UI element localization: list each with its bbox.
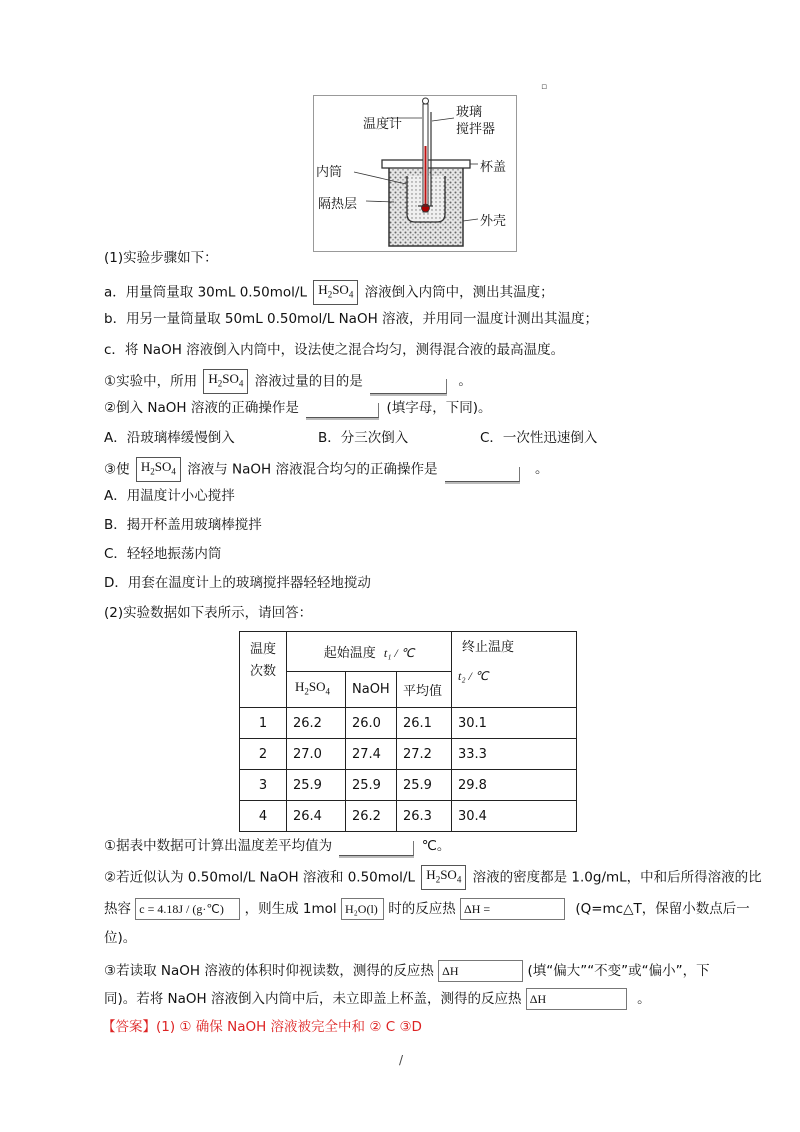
water-formula: H₂O(l)	[341, 898, 384, 920]
cell-trial: 1	[240, 708, 287, 739]
cell-h2so4: 25.9	[287, 770, 346, 801]
data-table	[239, 631, 577, 832]
result-6-text-2: 。	[637, 991, 651, 1007]
header-temp-trial	[240, 632, 287, 708]
section-1-heading: (1)实验步骤如下：	[104, 250, 218, 266]
answer-blank-4[interactable]	[339, 841, 414, 856]
question-3-text-2: 溶液与 NaOH 溶液混合均匀的正确操作是	[187, 461, 438, 478]
label-lid: 杯盖	[480, 160, 507, 175]
header-end-temp	[452, 632, 577, 708]
cell-end: 33.3	[452, 739, 577, 770]
label-shell: 外壳	[480, 214, 507, 229]
answer-blank-1[interactable]	[370, 379, 447, 394]
question-1-text-1: ①实验中，所用	[104, 373, 198, 390]
option-3c: C．轻轻地振荡内筒	[104, 546, 222, 562]
question-1-end: 。	[458, 373, 472, 390]
h2so4-formula: $H_2SO_4$	[313, 280, 358, 305]
cell-avg: 26.3	[397, 801, 452, 832]
label-insulation: 隔热层	[318, 197, 358, 212]
h2so4-formula: $H_2SO_4$	[295, 679, 331, 697]
cell-naoh: 25.9	[346, 770, 397, 801]
answer-blank-3[interactable]	[445, 467, 520, 482]
header-end-unit: t₂ / ℃	[458, 669, 489, 683]
apparatus-figure	[313, 95, 517, 252]
option-3d: D．用套在温度计上的玻璃搅拌器轻轻地搅动	[104, 575, 371, 591]
answer-blank-6[interactable]: ΔH	[438, 960, 523, 982]
cell-avg: 27.2	[397, 739, 452, 770]
result-2-text-1: ②若近似认为 0.50mol/L NaOH 溶液和 0.50mol/L	[104, 869, 415, 886]
answer-blank-5[interactable]: ΔH =	[460, 898, 565, 920]
step-b: b．用另一量筒量取 50mL 0.50mol/L NaOH 溶液，并用同一温度计测出其温度；	[104, 311, 599, 327]
answer-text: (1) ① 确保 NaOH 溶液被完全中和 ② C ③D	[156, 1019, 422, 1035]
result-3-text-3: 时的反应热	[388, 901, 456, 917]
header-trial: 次数	[249, 663, 276, 679]
step-c: c．将 NaOH 溶液倒入内筒中，设法使之混合均匀，测得混合液的最高温度。	[104, 342, 565, 358]
result-3-text-1: 热容	[104, 901, 131, 917]
result-1-text-1: ①据表中数据可计算出温度差平均值为	[104, 838, 333, 854]
header-naoh: NaOH	[346, 672, 397, 708]
header-start-temp	[287, 632, 452, 672]
step-a	[104, 280, 554, 305]
cell-h2so4: 26.2	[287, 708, 346, 739]
result-2	[104, 865, 762, 890]
answer-label: 【答案】	[102, 1019, 156, 1035]
header-start-label: 起始温度	[323, 646, 376, 661]
result-3-text-2: ，则生成 1mol	[244, 901, 337, 917]
option-2c: C．一次性迅速倒入	[480, 430, 598, 446]
label-thermometer: 温度计	[363, 117, 403, 132]
h2so4-formula: $H_2SO_4$	[136, 457, 181, 482]
h2so4-formula: $H_2SO_4$	[203, 369, 248, 394]
label-stirrer-line1: 玻璃	[456, 105, 483, 120]
step-a-text-1: a．用量筒量取 30mL 0.50mol/L	[104, 284, 307, 301]
result-5-text-2: (填“偏大”“不变”或“偏小”，下	[527, 963, 710, 979]
question-1-text-2: 溶液过量的目的是	[254, 373, 363, 390]
cell-naoh: 26.2	[346, 801, 397, 832]
header-end-label: 终止温度	[462, 640, 515, 655]
cell-h2so4: 27.0	[287, 739, 346, 770]
answer-line	[102, 1017, 422, 1037]
question-3-end: 。	[535, 461, 549, 478]
question-3	[104, 457, 549, 482]
result-5-text-1: ③若读取 NaOH 溶液的体积时仰视读数，测得的反应热	[104, 963, 434, 979]
result-4: 位)。	[104, 930, 137, 946]
result-2-text-2: 溶液的密度都是 1.0g/mL，中和后所得溶液的比	[472, 869, 762, 886]
table-row	[240, 770, 577, 801]
cell-trial: 2	[240, 739, 287, 770]
cell-naoh: 26.0	[346, 708, 397, 739]
page-footer: /	[399, 1053, 404, 1067]
question-1	[104, 369, 472, 394]
cell-avg: 26.1	[397, 708, 452, 739]
header-h2so4	[287, 672, 346, 708]
question-2-text-2: (填字母，下同)。	[386, 400, 492, 416]
h2so4-formula: $H_2SO_4$	[421, 865, 466, 890]
option-2b: B．分三次倒入	[318, 430, 409, 446]
answer-blank-2[interactable]	[306, 403, 379, 418]
result-6-text-1: 同)。若将 NaOH 溶液倒入内筒中后，未立即盖上杯盖，测得的反应热	[104, 991, 522, 1007]
section-2-heading: (2)实验数据如下表所示，请回答：	[104, 605, 313, 621]
cell-naoh: 27.4	[346, 739, 397, 770]
option-3a: A．用温度计小心搅拌	[104, 488, 235, 504]
question-2-options	[104, 428, 704, 448]
result-3-text-4: (Q=mc△T，保留小数点后一	[575, 901, 750, 917]
result-1-text-2: ℃。	[421, 838, 451, 854]
table-row	[240, 739, 577, 770]
cell-h2so4: 26.4	[287, 801, 346, 832]
header-avg: 平均值	[397, 672, 452, 708]
cell-end: 29.8	[452, 770, 577, 801]
label-inner-cup: 内筒	[316, 165, 343, 180]
table-row	[240, 801, 577, 832]
question-2	[104, 398, 491, 418]
option-3b: B．揭开杯盖用玻璃棒搅拌	[104, 517, 262, 533]
header-temp: 温度	[249, 641, 276, 657]
header-start-unit: t₁ / ℃	[383, 646, 415, 660]
cell-end: 30.1	[452, 708, 577, 739]
result-5	[104, 960, 710, 982]
cell-end: 30.4	[452, 801, 577, 832]
cell-trial: 4	[240, 801, 287, 832]
table-row	[240, 708, 577, 739]
heat-capacity-formula: c = 4.18J / (g·℃)	[135, 898, 240, 920]
corner-mark: ▫	[541, 82, 548, 92]
result-3	[104, 898, 750, 920]
question-2-text-1: ②倒入 NaOH 溶液的正确操作是	[104, 400, 299, 416]
label-stirrer-line2: 搅拌器	[456, 122, 496, 137]
question-3-text-1: ③使	[104, 461, 130, 478]
cell-avg: 25.9	[397, 770, 452, 801]
label-stirrer	[456, 104, 495, 138]
result-1	[104, 836, 450, 856]
answer-blank-7[interactable]: ΔH	[526, 988, 627, 1010]
step-a-text-2: 溶液倒入内筒中，测出其温度；	[364, 284, 554, 301]
option-2a: A．沿玻璃棒缓慢倒入	[104, 430, 235, 446]
result-6	[104, 988, 651, 1010]
cell-trial: 3	[240, 770, 287, 801]
